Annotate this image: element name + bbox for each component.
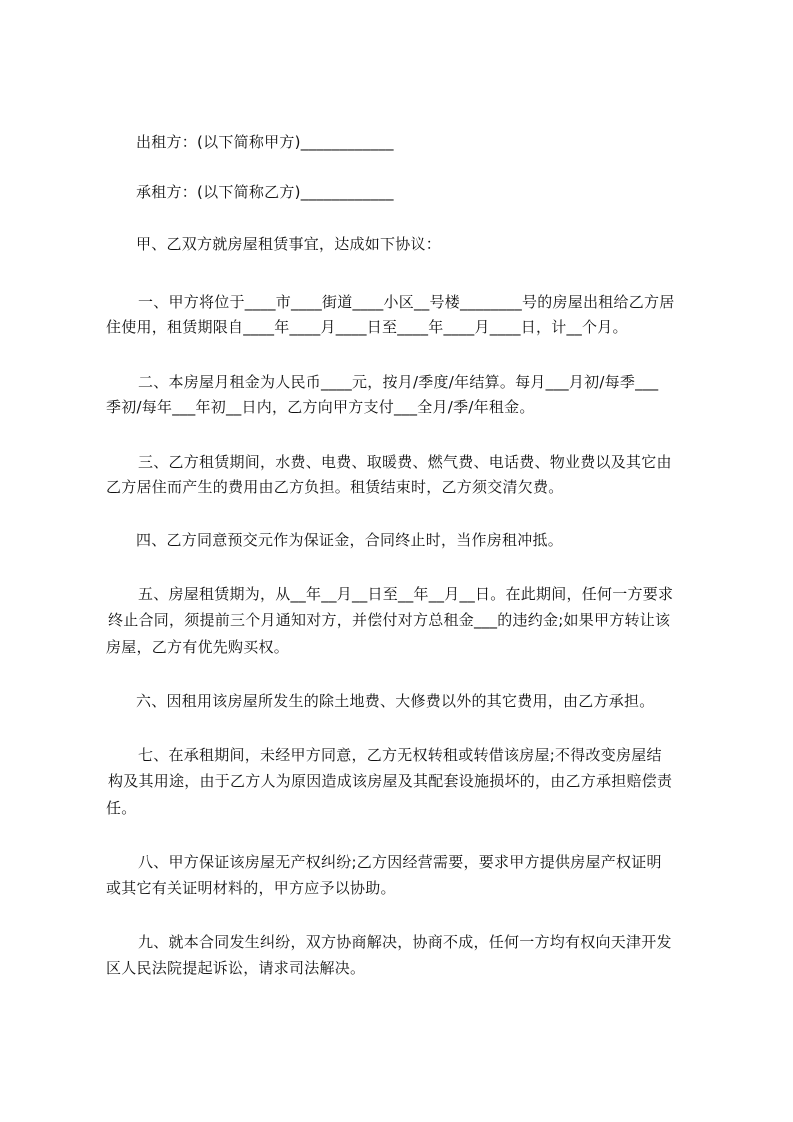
lessor-line: 出租方：(以下简称甲方)____________ [136,133,394,151]
lessee-line: 承租方：(以下简称乙方)____________ [136,183,394,201]
intro-line: 甲、乙双方就房屋租赁事宜，达成如下协议： [136,235,442,253]
clause-5-line-2: 终止合同，须提前三个月通知对方，并偿付对方总租金___的违约金;如果甲方转让该 [108,611,671,629]
clause-8-line-1: 八、甲方保证该房屋无产权纠纷;乙方因经营需要，要求甲方提供房屋产权证明 [138,853,662,871]
clause-7-line-2: 构及其用途，由于乙方人为原因造成该房屋及其配套设施损坏的，由乙方承担赔偿责 [108,772,673,790]
clause-9-line-2: 区人民法院提起诉讼，请求司法解决。 [106,959,366,977]
clause-2-line-2: 季初/每年___年初__日内，乙方向甲方支付___全月/季/年租金。 [106,398,535,416]
clause-6-line-1: 六、因租用该房屋所发生的除土地费、大修费以外的其它费用，由乙方承担。 [136,692,655,710]
clause-1-line-2: 住使用，租赁期限自____年____月____日至____年____月____日，计__个月。 [106,318,628,336]
clause-8-line-2: 或其它有关证明材料的，甲方应予以协助。 [106,879,396,897]
clause-1-line-1: 一、甲方将位于____市____街道____小区__号楼________号的房屋出租给乙方居 [138,293,675,311]
clause-7-line-1: 七、在承租期间，未经甲方同意，乙方无权转租或转借该房屋;不得改变房屋结 [138,746,662,764]
clause-9-line-1: 九、就本合同发生纠纷，双方协商解决，协商不成，任何一方均有权向天津开发 [138,933,672,951]
clause-7-line-3: 任。 [106,799,137,817]
clause-5-line-3: 房屋，乙方有优先购买权。 [106,638,290,656]
clause-2-line-1: 二、本房屋月租金为人民币____元，按月/季度/年结算。每月___月初/每季___ [138,373,659,391]
clause-5-line-1: 五、房屋租赁期为，从__年__月__日至__年__月__日。在此期间，任何一方要求 [138,585,674,603]
clause-4-line-1: 四、乙方同意预交元作为保证金，合同终止时，当作房租冲抵。 [136,531,564,549]
clause-3-line-2: 乙方居住而产生的费用由乙方负担。租赁结束时，乙方须交清欠费。 [106,478,564,496]
clause-3-line-1: 三、乙方租赁期间，水费、电费、取暖费、燃气费、电话费、物业费以及其它由 [138,453,672,471]
